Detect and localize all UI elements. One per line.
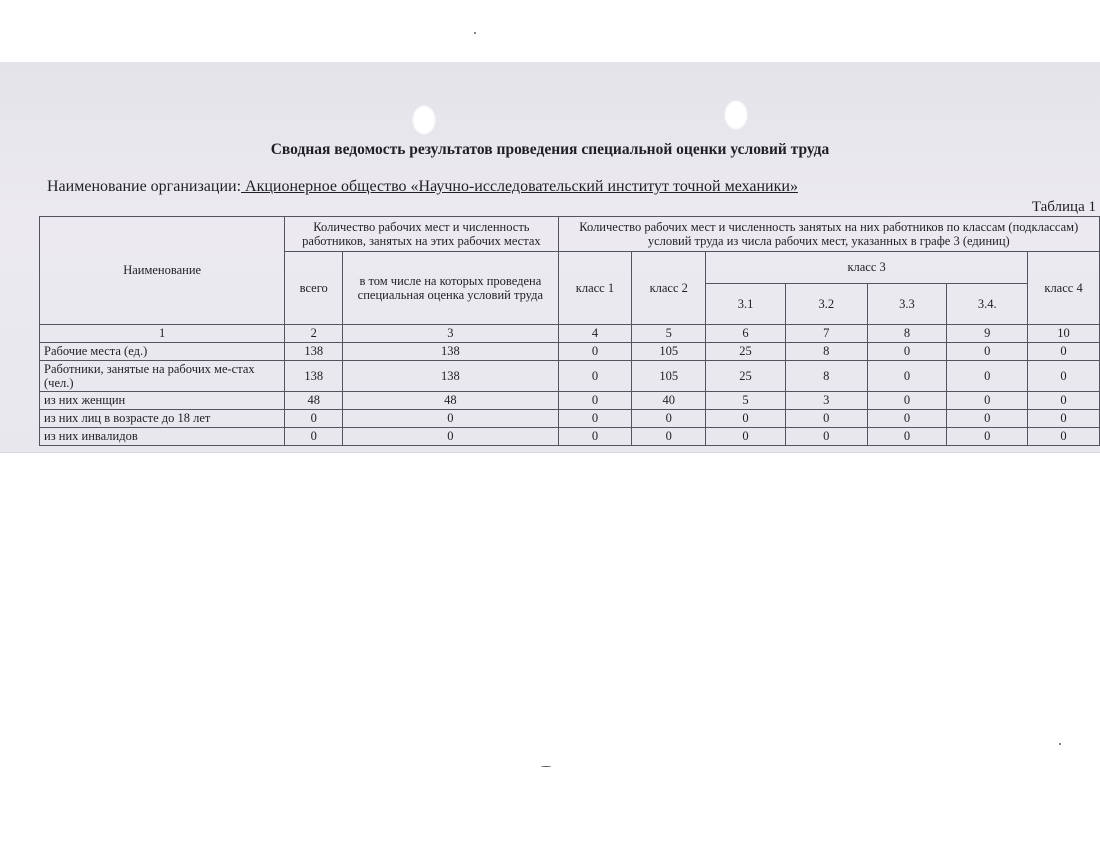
table-cell: 5	[706, 392, 786, 410]
table-cell: 105	[632, 361, 706, 392]
row-label: из них лиц в возрасте до 18 лет	[40, 410, 285, 428]
header-row-groups	[40, 217, 1100, 252]
table-cell: 8	[785, 343, 867, 361]
table-cell: 0	[343, 410, 558, 428]
table-cell: 0	[785, 428, 867, 446]
table-cell: 0	[632, 410, 706, 428]
table-cell: 0	[1028, 428, 1100, 446]
organization-name: Акционерное общество «Научно-исследовательский институт точной механики»	[241, 178, 798, 195]
table-cell: 0	[1028, 343, 1100, 361]
column-number: 9	[947, 325, 1028, 343]
column-number: 1	[40, 325, 285, 343]
header-assessed: в том числе на которых проведена специальная оценка условий труда	[343, 252, 558, 325]
header-class-4: класс 4	[1028, 252, 1100, 325]
header-name: Наименование	[40, 217, 285, 325]
column-number: 5	[632, 325, 706, 343]
table-cell: 0	[558, 410, 632, 428]
table-cell: 3	[785, 392, 867, 410]
table-cell: 0	[558, 392, 632, 410]
table-cell: 0	[867, 343, 947, 361]
row-label: из них женщин	[40, 392, 285, 410]
table-cell: 138	[285, 361, 343, 392]
table-cell: 0	[285, 410, 343, 428]
column-number: 6	[706, 325, 786, 343]
table-cell: 0	[1028, 410, 1100, 428]
table-cell: 0	[558, 343, 632, 361]
table-cell: 0	[1028, 392, 1100, 410]
header-subclass-3-4: 3.4.	[947, 284, 1028, 325]
column-number: 10	[1028, 325, 1100, 343]
table-cell: 0	[706, 410, 786, 428]
header-workplace-count: Количество рабочих мест и численность работников, занятых на этих рабочих местах	[285, 217, 558, 252]
punch-hole-left	[412, 105, 436, 135]
table-cell: 0	[285, 428, 343, 446]
table-cell: 0	[632, 428, 706, 446]
header-classes-group: Количество рабочих мест и численность занятых на них работников по классам (подклассам) условий труда из числа рабочих мест, указанных в графе 3 (единиц)	[558, 217, 1099, 252]
header-class-1: класс 1	[558, 252, 632, 325]
table-cell: 0	[867, 428, 947, 446]
header-total: всего	[285, 252, 343, 325]
punch-hole-right	[724, 100, 748, 130]
table-row	[40, 410, 1100, 428]
table-cell: 0	[947, 428, 1028, 446]
table-cell: 0	[867, 410, 947, 428]
table-row	[40, 392, 1100, 410]
table-row	[40, 428, 1100, 446]
scan-speck	[1059, 743, 1061, 745]
table-cell: 0	[947, 392, 1028, 410]
scan-speck	[474, 32, 476, 34]
table-cell: 0	[867, 361, 947, 392]
column-number: 8	[867, 325, 947, 343]
row-label: из них инвалидов	[40, 428, 285, 446]
organization-label: Наименование организации:	[47, 178, 242, 195]
table-cell: 48	[285, 392, 343, 410]
header-subclass-3-3: 3.3	[867, 284, 947, 325]
table-cell: 0	[343, 428, 558, 446]
scan-speck	[541, 766, 551, 767]
table-cell: 0	[1028, 361, 1100, 392]
column-number: 3	[343, 325, 558, 343]
table-cell: 0	[947, 361, 1028, 392]
table-cell: 0	[947, 343, 1028, 361]
table-cell: 0	[867, 392, 947, 410]
header-subclass-3-2: 3.2	[785, 284, 867, 325]
summary-table	[39, 216, 1100, 446]
table-number-label: Таблица 1	[1031, 199, 1096, 215]
document-title: Сводная ведомость результатов проведения специальной оценки условий труда	[270, 141, 830, 158]
column-number-row	[40, 325, 1100, 343]
table-cell: 0	[558, 361, 632, 392]
table-row	[40, 361, 1100, 392]
table-cell: 25	[706, 343, 786, 361]
column-number: 2	[285, 325, 343, 343]
organization-line	[47, 178, 798, 196]
column-number: 7	[785, 325, 867, 343]
table-cell: 138	[343, 343, 558, 361]
table-cell: 8	[785, 361, 867, 392]
table-cell: 48	[343, 392, 558, 410]
header-subclass-3-1: 3.1	[706, 284, 786, 325]
table-cell: 0	[947, 410, 1028, 428]
header-class-3: класс 3	[706, 252, 1028, 284]
table-cell: 0	[558, 428, 632, 446]
table-cell: 25	[706, 361, 786, 392]
table-cell: 138	[285, 343, 343, 361]
table-cell: 105	[632, 343, 706, 361]
table-cell: 0	[785, 410, 867, 428]
table-row	[40, 343, 1100, 361]
column-number: 4	[558, 325, 632, 343]
header-class-2: класс 2	[632, 252, 706, 325]
table-cell: 138	[343, 361, 558, 392]
table-cell: 0	[706, 428, 786, 446]
row-label: Работники, занятые на рабочих ме-стах (чел.)	[40, 361, 285, 392]
row-label: Рабочие места (ед.)	[40, 343, 285, 361]
table-cell: 40	[632, 392, 706, 410]
